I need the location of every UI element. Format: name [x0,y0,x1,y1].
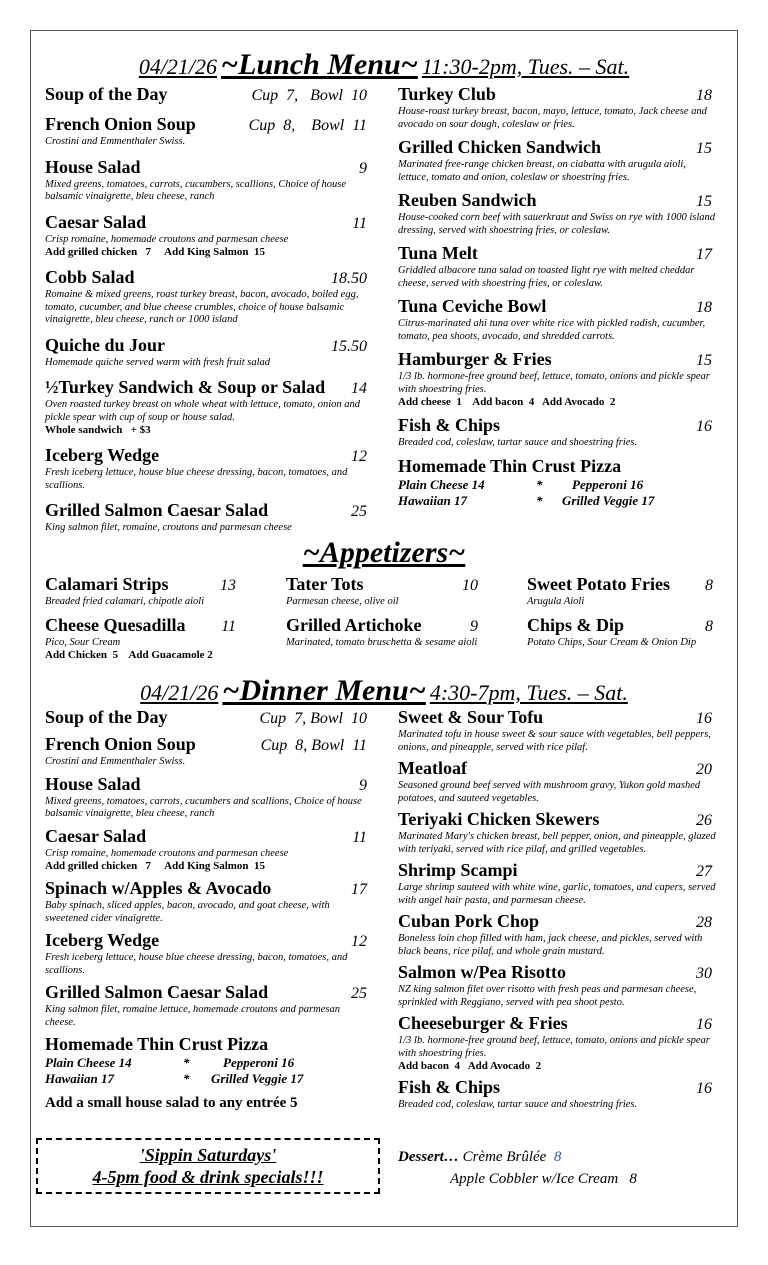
menu-item-price: 15.50 [331,337,367,355]
menu-item-title-row [45,335,371,357]
menu-item-description: Citrus-marinated ahi tuna over white rice with pickled radish, cucumber, tomato, pea shoots, avocado, and shredded carrots. [398,318,706,342]
menu-item-name: Tuna Melt [398,243,478,263]
menu-item-price: 16 [696,418,712,435]
appetizers-header [0,536,768,570]
menu-item-addons: Add grilled chicken 7 Add King Salmon 15 [45,860,266,872]
menu-item [398,243,716,296]
menu-item-addons: Whole sandwich + $3 [45,424,151,436]
menu-item [45,335,371,378]
menu-item-name: ½Turkey Sandwich & Soup or Salad [45,377,326,397]
menu-item-description: Crisp romaine, homemade croutons and parmesan cheese [45,847,289,859]
dinner-date: 04/21/26 [140,680,219,705]
menu-item-name: Grilled Salmon Caesar Salad [45,500,269,520]
menu-item-title-row [398,860,716,882]
menu-item-description: Breaded cod, coleslaw, tartar sauce and shoestring fries. [398,437,638,448]
dessert-line-1 [398,1146,716,1168]
menu-item-title-row [45,930,371,952]
menu-item-name: Meatloaf [398,758,467,778]
menu-item-price: 26 [696,812,712,829]
menu-item-name: French Onion Soup [45,114,196,134]
menu-item-title-row [398,84,716,106]
menu-item [398,137,716,190]
menu-item-price: 8 [705,617,713,635]
pizza-option: Hawaiian 17 [398,492,467,508]
menu-item-description: Mixed greens, tomatoes, carrots, cucumbers, scallions, Choice of house balsamic vinaigrette, bleu cheese, ranch [45,178,347,202]
menu-item-title-row [398,243,716,265]
sippin-saturdays-box [36,1138,380,1194]
menu-item-description: Arugula Aioli [527,596,585,607]
menu-item-price: 9 [359,776,367,794]
menu-item-addons: Add grilled chicken 7 Add King Salmon 15 [45,246,266,258]
menu-item-title-row [398,415,716,437]
menu-item-name: Fish & Chips [398,415,501,435]
menu-item [45,84,371,114]
lunch-title: ~Lunch Menu~ [221,48,418,81]
dinner-pizza-name: Homemade Thin Crust Pizza [45,1034,269,1054]
menu-item [527,574,717,615]
menu-item [398,962,716,1013]
menu-item-name: Hamburger & Fries [398,349,552,369]
menu-item-description: Seasoned ground beef served with mushroom gravy, Yukon gold mashed potatoes, and sauteed vegetables. [398,780,701,804]
dinner-pizza-row2 [45,1071,371,1087]
menu-item-name: Fish & Chips [398,1077,501,1097]
lunch-pizza-row1 [398,477,716,493]
menu-item-title-row [398,296,716,318]
pizza-separator: * [536,476,543,492]
menu-item-title-row [45,500,371,522]
menu-item-name: Iceberg Wedge [45,930,160,950]
menu-item-price: 17 [696,246,712,263]
menu-item-name: Sweet Potato Fries [527,574,670,594]
lunch-left-column [45,84,371,543]
menu-item-price: 17 [351,881,367,898]
menu-item-description: Potato Chips, Sour Cream & Onion Dip [527,636,697,648]
menu-item-title-row [45,774,371,796]
appetizers-column-1 [45,574,240,668]
promo-title: 'Sippin Saturdays' [139,1145,277,1165]
menu-item-title-row [398,758,716,780]
menu-item-description: Pico, Sour Cream [45,636,121,648]
menu-item [286,574,482,615]
menu-item-price: 30 [696,965,712,982]
menu-item-price: 15 [696,140,712,157]
menu-item-addons: Add bacon 4 Add Avocado 2 [398,1060,542,1072]
menu-item-description: Fresh iceberg lettuce, house blue cheese dressing, bacon, tomatoes, and scallions. [45,952,348,976]
menu-item-description: Homemade quiche served warm with fresh fruit salad [45,356,271,368]
menu-item-title-row [286,574,482,596]
menu-item-title-row [527,574,717,596]
pizza-option: Pepperoni 16 [572,476,644,492]
lunch-pizza-name: Homemade Thin Crust Pizza [398,455,622,476]
dessert-line-2 [398,1168,716,1190]
menu-item-name: Grilled Salmon Caesar Salad [45,982,269,1002]
menu-item-description: Marinated tofu in house sweet & sour sauce with vegetables, bell peppers, onions, and pineapple, served with rice pilaf. [398,729,711,753]
dinner-left-column [45,707,371,1114]
menu-item-description: House-cooked corn beef with sauerkraut and Swiss on rye with 1000 island dressing, served with shoestring fries, or coleslaw. [398,212,716,236]
menu-item-name: Calamari Strips [45,574,169,594]
menu-item [398,1013,716,1077]
menu-item [45,212,371,268]
menu-item-description: King salmon filet, romaine, croutons and parmesan cheese [45,522,292,533]
pizza-option: Grilled Veggie 17 [562,492,655,508]
menu-item-title-row [398,1077,716,1099]
menu-item-name: Sweet & Sour Tofu [398,707,544,727]
menu-item-description: Romaine & mixed greens, roast turkey breast, bacon, avocado, boiled egg, tomato, cucumber, and blue cheese crumbles, choice of house balsamic vinaigrette, bleu cheese, ranch or 1000 island [45,289,359,325]
menu-item-price: Cup 7, Bowl 10 [259,710,367,727]
menu-item-description: Breaded cod, coleslaw, tartar sauce and shoestring fries. [398,1099,638,1110]
menu-item-title-row [45,157,371,179]
menu-item-name: Turkey Club [398,84,496,104]
menu-item [45,734,371,774]
menu-item-description: Crostini and Emmenthaler Swiss. [45,756,186,767]
menu-item [398,349,716,415]
menu-item-title-row [398,190,716,212]
dessert-price: 8 [553,1149,562,1165]
menu-item-price: 11 [352,828,367,846]
menu-item-name: House Salad [45,773,141,794]
menu-item [45,826,371,879]
menu-item-name: Caesar Salad [45,825,147,846]
menu-item-name: Chips & Dip [527,614,625,635]
menu-item [398,911,716,962]
menu-item-name: Salmon w/Pea Risotto [398,962,566,982]
dinner-header [0,674,768,708]
menu-item [45,445,371,500]
menu-item-description: King salmon filet, romaine lettuce, homemade croutons and parmesan cheese. [45,1004,340,1028]
dinner-hours: 4:30-7pm, Tues. – Sat. [429,680,628,705]
menu-item-price: 15 [696,352,712,369]
menu-item-name: French Onion Soup [45,734,196,754]
pizza-option: Plain Cheese 14 [398,476,485,492]
menu-item-title-row [45,615,240,637]
menu-item-name: Spinach w/Apples & Avocado [45,878,272,898]
lunch-right-column [398,84,716,509]
menu-item [398,758,716,809]
lunch-hours: 11:30-2pm, Tues. – Sat. [421,54,630,79]
menu-item [45,930,371,982]
menu-item [527,615,717,656]
menu-item-description: Parmesan cheese, olive oil [286,596,399,607]
menu-item-price: 10 [462,577,478,594]
menu-item-price: 8 [705,577,713,594]
menu-item-description: Large shrimp sauteed with white wine, garlic, tomatoes, and capers, served with angel hair pasta, and parmesan cheese. [398,882,716,906]
menu-item [286,615,482,656]
menu-item-name: Quiche du Jour [45,334,166,355]
add-house-salad-note: Add a small house salad to any entrée 5 [45,1095,298,1111]
menu-item-name: Caesar Salad [45,211,147,232]
menu-item-title-row [398,1013,716,1035]
menu-item-title-row [527,615,717,637]
menu-item-name: Iceberg Wedge [45,445,160,465]
appetizers-column-2 [286,574,482,655]
menu-item-description: Baby spinach, sliced apples, bacon, avocado, and goat cheese, with sweetened cider vinaigrette. [45,900,330,924]
menu-item [45,615,240,669]
menu-item-description: Crostini and Emmenthaler Swiss. [45,136,186,147]
pizza-separator: * [183,1055,190,1070]
dinner-right-column [398,707,716,1116]
menu-item [45,878,371,930]
menu-item-price: 16 [696,710,712,727]
menu-item [45,982,371,1034]
menu-item-description: Griddled albacore tuna salad on toasted light rye with melted cheddar cheese, served with shoestring fries, or coleslaw. [398,265,695,289]
dessert-item: Crème Brûlée [462,1149,547,1165]
menu-item [45,707,371,734]
menu-item-price: 18.50 [331,270,367,287]
menu-item-price: 15 [696,193,712,210]
menu-item-title-row [45,114,371,136]
menu-item-description: Fresh iceberg lettuce, house blue cheese dressing, bacon, tomatoes, and scallions. [45,467,348,491]
appetizers-title: ~Appetizers~ [302,536,466,569]
menu-item-description: Crisp romaine, homemade croutons and parmesan cheese [45,233,289,245]
menu-item-price: Cup 8, Bowl 11 [248,117,367,134]
menu-item-title-row [45,707,371,729]
menu-item-title-row [286,615,482,637]
menu-item [45,267,371,335]
menu-item [45,574,240,615]
menu-item-name: Soup of the Day [45,707,168,727]
menu-item-description: 1/3 lb. hormone-free ground beef, lettuce, tomato, onions and pickle spear with shoestring fries. [398,1035,710,1059]
menu-item-title-row [45,826,371,848]
menu-item-name: Grilled Chicken Sandwich [398,137,602,157]
menu-item-title-row [398,911,716,933]
dessert-section [398,1146,716,1190]
menu-item-addons: Add cheese 1 Add bacon 4 Add Avocado 2 [398,396,616,408]
menu-item [398,296,716,349]
pizza-option: Plain Cheese 14 [45,1055,132,1070]
dinner-pizza-row1 [45,1055,371,1071]
dessert-price: 8 [629,1171,637,1187]
menu-item-price: 9 [359,159,367,177]
menu-item [398,84,716,137]
menu-item-title-row [45,445,371,467]
menu-item-title-row [45,982,371,1004]
menu-item-price: 14 [351,380,367,397]
menu-item-name: Reuben Sandwich [398,190,537,210]
promo-subtitle: 4-5pm food & drink specials!!! [92,1167,324,1187]
dessert-label: Dessert… [398,1149,459,1165]
menu-item-price: 18 [696,299,712,316]
menu-item [398,707,716,758]
pizza-separator: * [536,492,543,508]
menu-item-price: Cup 8, Bowl 11 [260,737,367,754]
menu-item-price: 12 [351,448,367,465]
menu-item [45,377,371,445]
menu-item-description: Mixed greens, tomatoes, carrots, cucumbers and scallions, Choice of house balsamic vinaigrette, bleu cheese, ranch [45,795,362,819]
menu-item-price: 28 [696,914,712,931]
menu-item-description: Marinated Mary's chicken breast, bell pepper, onion, and pineapple, glazed with teriyaki, served with rice pilaf, and grilled vegetables. [398,831,716,855]
lunch-pizza-row2 [398,493,716,509]
menu-item-description: 1/3 lb. hormone-free ground beef, lettuce, tomato, onions and pickle spear with shoestring fries. [398,371,710,395]
menu-item-price: 27 [696,863,712,880]
pizza-option: Pepperoni 16 [223,1055,295,1070]
menu-item-title-row [45,574,240,596]
menu-item [398,190,716,243]
menu-item-title-row [45,84,371,106]
pizza-option: Hawaiian 17 [45,1071,114,1086]
dinner-title: ~Dinner Menu~ [222,674,426,707]
lunch-header [0,48,768,82]
menu-item-name: Soup of the Day [45,84,168,104]
menu-item-title-row [45,734,371,756]
menu-item-price: 20 [696,761,712,778]
menu-item [45,774,371,826]
pizza-option: Grilled Veggie 17 [211,1071,304,1086]
dessert-item: Apple Cobbler w/Ice Cream [450,1171,619,1187]
menu-item-price: 16 [696,1080,712,1097]
menu-item [45,157,371,212]
lunch-pizza [398,456,716,509]
menu-item-title-row [398,707,716,729]
menu-item-price: 9 [470,617,478,635]
menu-item-price: 11 [221,617,236,635]
menu-item-title-row [45,267,371,289]
menu-item-addons: Add Chicken 5 Add Guacamole 2 [45,649,213,661]
menu-item-title-row [398,962,716,984]
menu-item [398,415,716,456]
menu-item-description: Marinated, tomato bruschetta & sesame aioli [286,636,478,648]
menu-item [398,809,716,860]
menu-item-name: Teriyaki Chicken Skewers [398,809,600,829]
menu-item-title-row [45,212,371,234]
menu-item-price: 13 [220,577,236,594]
menu-item-price: 16 [696,1016,712,1033]
appetizers-column-3 [527,574,717,655]
menu-item-description: Boneless loin chop filled with ham, jack cheese, and pickles, served with black beans, rice pilaf, and whole grain mustard. [398,933,703,957]
menu-item-description: Oven roasted turkey breast on whole wheat with lettuce, tomato, onion and pickle spear with cup of soup or house salad. [45,399,361,423]
menu-item-name: Tuna Ceviche Bowl [398,296,547,316]
menu-item-description: Breaded fried calamari, chipotle aioli [45,596,205,607]
menu-item-name: Cheese Quesadilla [45,614,186,635]
menu-item [45,114,371,157]
menu-item-name: Tater Tots [286,574,364,594]
menu-item-title-row [398,349,716,371]
menu-item-title-row [398,809,716,831]
menu-item [398,1077,716,1116]
dinner-pizza [45,1034,371,1114]
menu-item-price: 18 [696,87,712,104]
menu-item-description: Marinated free-range chicken breast, on ciabatta with arugula aioli, lettuce, tomato and onion, coleslaw or shoestring fries. [398,159,686,183]
menu-item-price: 12 [351,933,367,950]
menu-item-price: Cup 7, Bowl 10 [251,87,367,104]
menu-item-name: Shrimp Scampi [398,860,518,880]
menu-item-name: Grilled Artichoke [286,614,422,635]
menu-item-price: 25 [351,985,367,1002]
menu-item-title-row [398,137,716,159]
menu-item-price: 11 [352,214,367,232]
menu-item-description: NZ king salmon filet over risotto with fresh peas and parmesan cheese, sprinkled with Reggiano, served with pea shoot pesto. [398,984,697,1008]
menu-item [398,860,716,911]
menu-item-title-row [45,878,371,900]
menu-item-title-row [45,377,371,399]
menu-item-description: House-roast turkey breast, bacon, mayo, lettuce, tomato, Jack cheese and avocado on sour dough, coleslaw or fries. [398,106,707,130]
menu-item-name: House Salad [45,156,141,177]
menu-item-name: Cobb Salad [45,267,135,287]
menu-item-name: Cheeseburger & Fries [398,1013,568,1033]
lunch-date: 04/21/26 [138,54,218,79]
menu-item-name: Cuban Pork Chop [398,911,540,931]
menu-item-price: 25 [351,503,367,520]
pizza-separator: * [183,1071,190,1086]
